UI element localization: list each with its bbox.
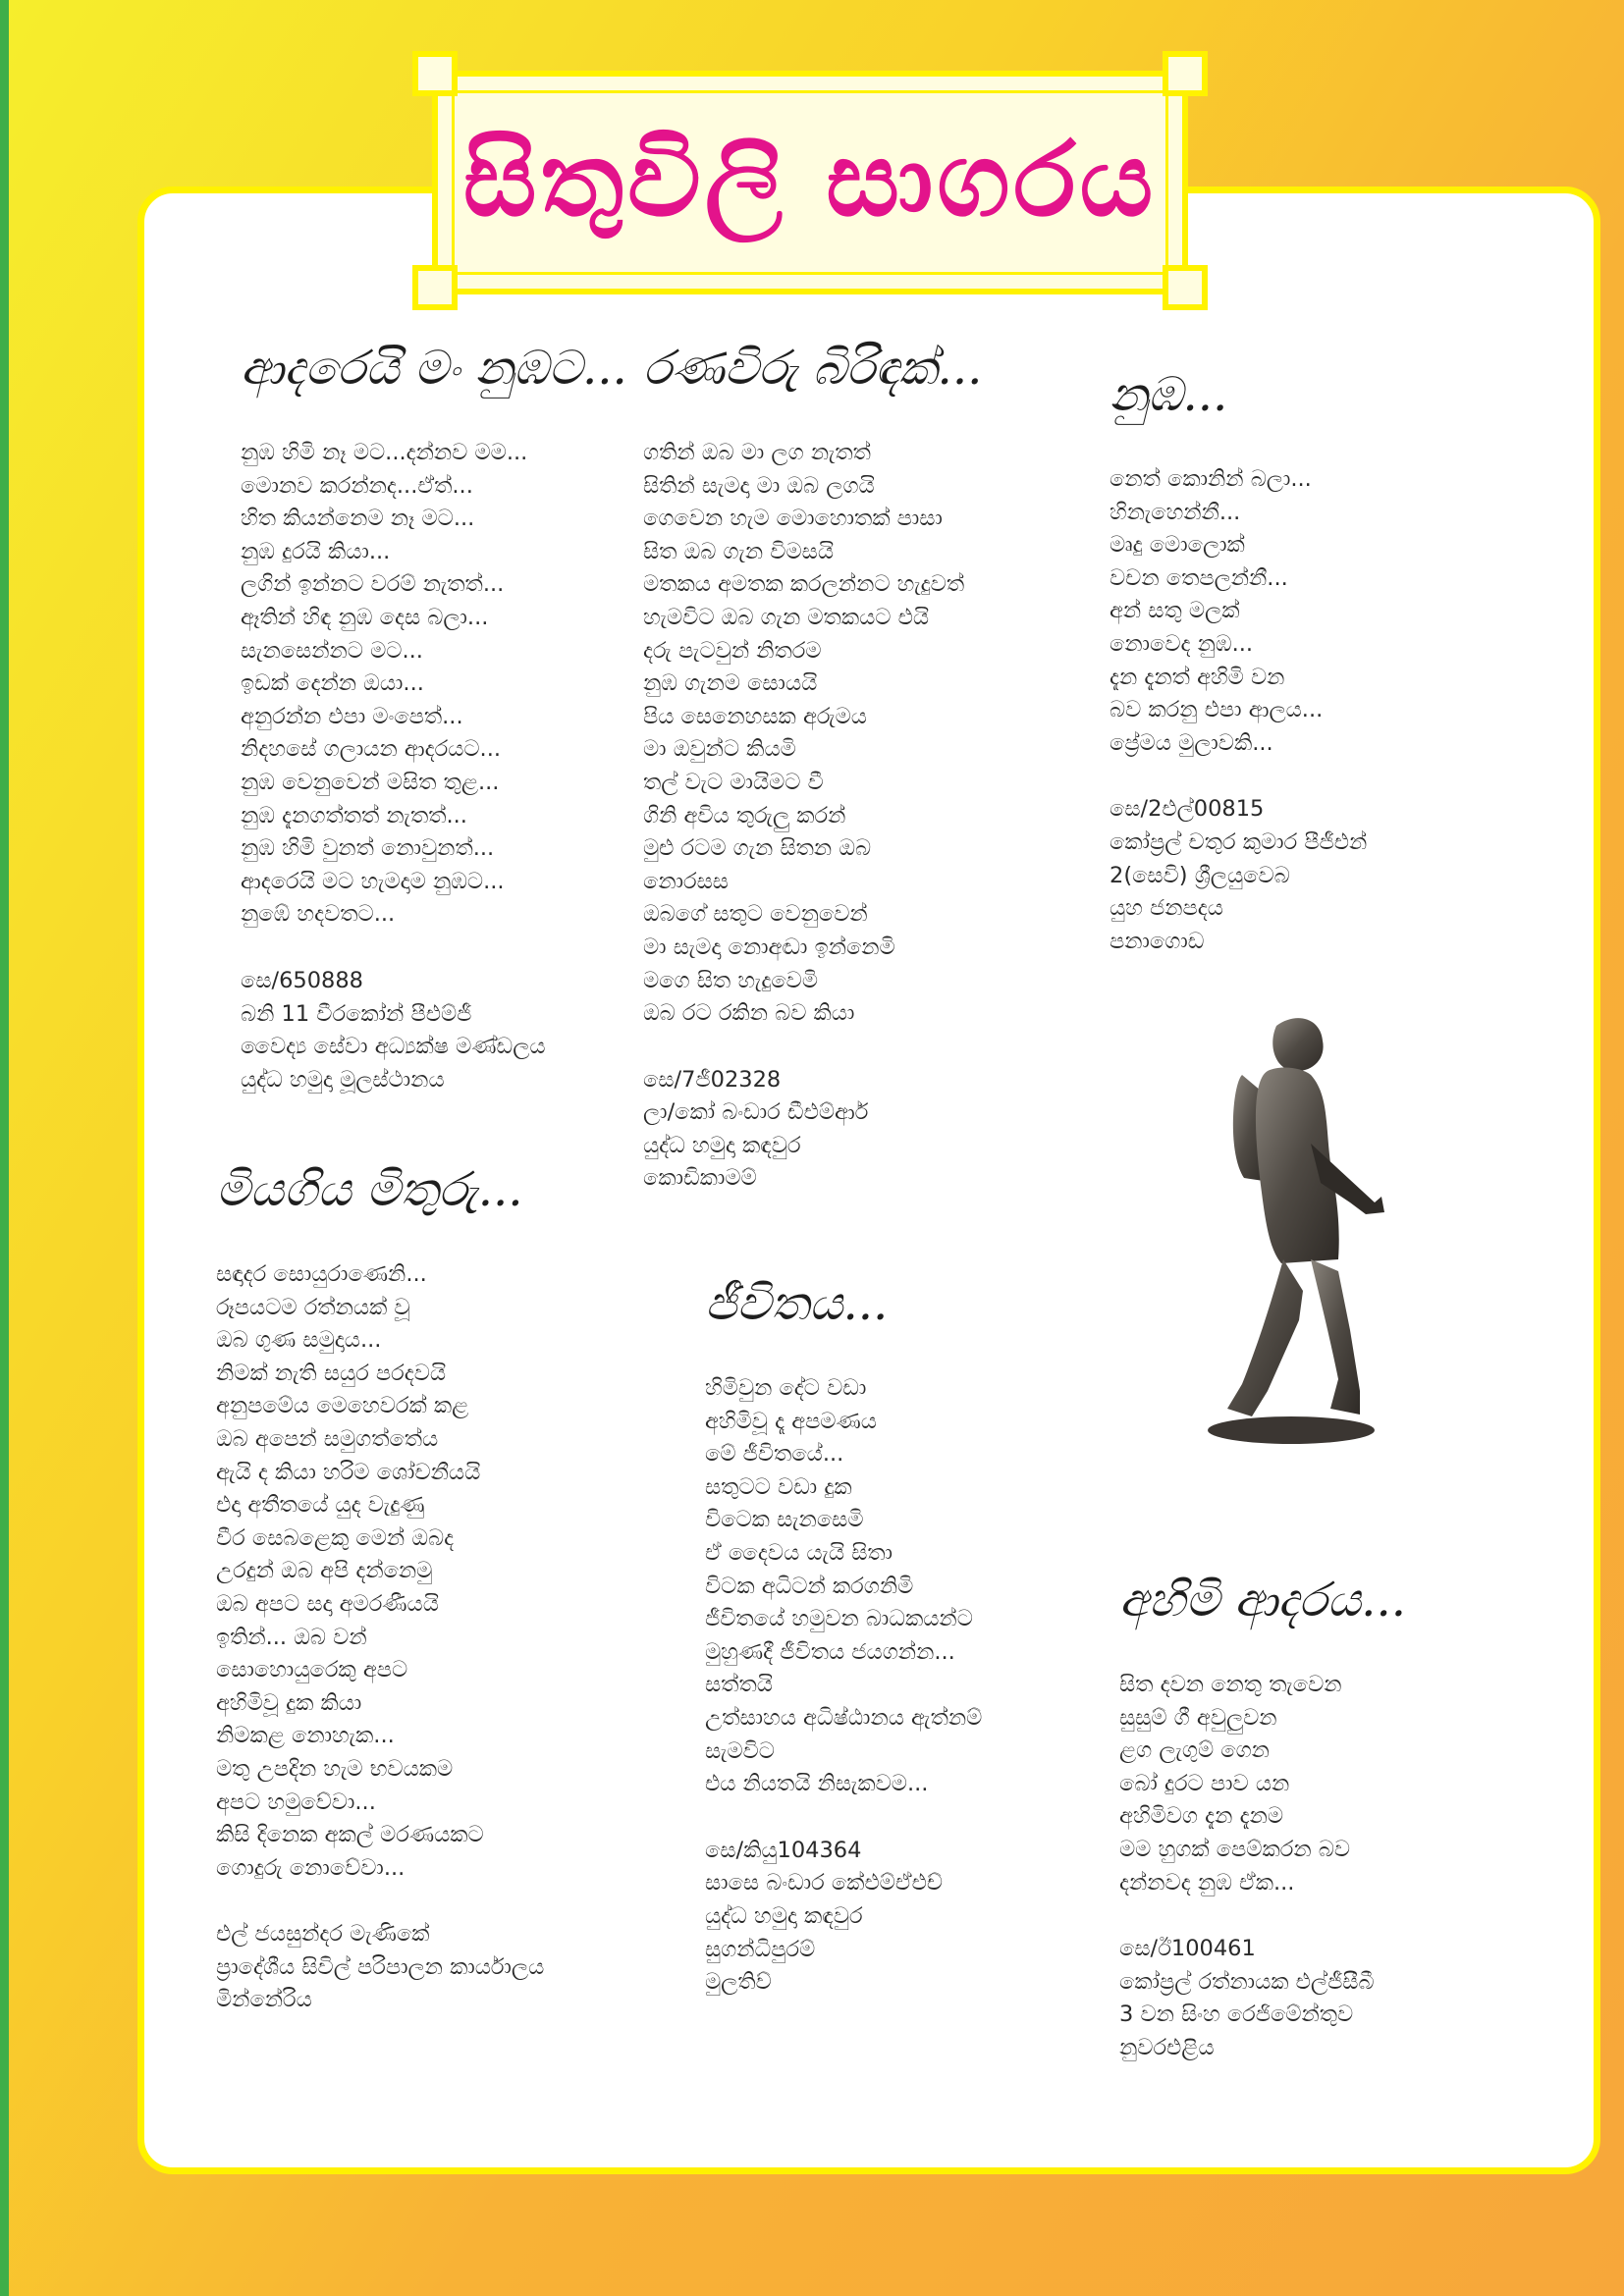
poem-line: මා ඔවුන්ට කියමි [643, 736, 796, 763]
frame-corner [412, 265, 458, 310]
poem-line: මගෙ සිත හැදුවෙමි [643, 967, 818, 993]
poem-line: ළග ලැගුම් ගෙන [1119, 1737, 1270, 1764]
author-line: යුහ ජනපදය [1110, 895, 1223, 922]
poem-line: සිත ඔබ ගැන විමසයි [643, 538, 835, 564]
poem-line: මතු උපදින හැම භවයකම [216, 1755, 454, 1782]
poem-line: වචන තෙපලන්නී... [1110, 564, 1288, 591]
poem-line: නුඹ දුරයි කියා... [241, 538, 391, 564]
poem-line: නුඹ ගැනම සොයයි [643, 670, 818, 697]
poem-title: ජීවිතය... [705, 1276, 889, 1331]
poem-line: සිත දවන නෙතු තැවෙන [1119, 1672, 1342, 1697]
poem-line: අහිමිවග දැන දැනම [1119, 1803, 1284, 1830]
poem-numba [1110, 365, 1367, 958]
author-line: එල් ජයසුන්දර මැණිකේ [216, 1921, 430, 1948]
poem-line: විටක අධිටන් කරගනිමි [705, 1573, 914, 1599]
poem-line: ලගින් ඉන්නට වරම් නැතත්... [241, 571, 505, 598]
author-line: කෝප්‍රල් චතුර කුමාර පීජීඑන් [1110, 828, 1368, 855]
poem-line: සොහොයුරෙකු අපට [216, 1657, 408, 1683]
poem-line: එය නියතයි නිසැකවම... [705, 1771, 929, 1797]
poem-ranawiru-biridak [643, 339, 982, 1196]
poem-title: නුඹ... [1110, 367, 1228, 422]
author-line: සෙ/7ජී02328 [643, 1066, 782, 1093]
poem-line: ඉඩක් දෙන්න ඔයා... [241, 670, 424, 697]
poem-line: සත්තයි [705, 1672, 773, 1698]
author-line: 2(සෙවි) ශ්‍රීලයුවෙබ [1110, 862, 1290, 888]
poem-line: නිදහසේ ගලායන ආදරයට... [241, 736, 502, 763]
poem-line: නොවෙද නුඹ... [1110, 630, 1254, 657]
poem-line: දැන දැනත් අහිමි වන [1110, 664, 1285, 690]
poem-line: නුඹ වෙනුවෙන් මසිත තුළ... [241, 769, 500, 795]
poem-line: නෙත් කොනින් බලා... [1110, 466, 1312, 492]
frame-corner [1163, 265, 1208, 310]
author-line: සෙ/ඊ100461 [1119, 1936, 1256, 1962]
accent-strip [0, 0, 9, 2296]
poem-line: ඇයි ද කියා හරිම ශෝචනීයයි [216, 1459, 481, 1485]
poem-line: ඒ දෛවය යැයි සිතා [705, 1539, 893, 1566]
author-line: කොඩිකාමම් [643, 1165, 757, 1192]
poem-title: අහිමි ආදරය... [1119, 1573, 1406, 1628]
poem-line: මෘදු මොලොක් [1110, 532, 1245, 559]
poem-line: මොනව කරන්නද...ඒත්... [241, 472, 473, 499]
poem-line: අනුපමේය මෙහෙවරක් කළ [216, 1393, 469, 1419]
author-line: සෙ/2එල්00815 [1110, 796, 1265, 823]
poem-line: ඔබ ගුණ සමුදාය... [216, 1327, 382, 1354]
poem-line: ප්‍රේමය මුලාවකි... [1110, 729, 1273, 756]
poem-miyagiya-mithuru [216, 1160, 544, 2017]
poem-line: අපට හමුවේවා... [216, 1789, 376, 1815]
poem-line: උරදුන් ඔබ අපි දන්නෙමු [216, 1558, 433, 1584]
poem-ahimi-aadaraya [1119, 1571, 1406, 2065]
poem-line: ඈතින් හිඳ නුඹ දෙස බලා... [241, 604, 489, 630]
author-line: සෙ/650888 [241, 967, 363, 993]
author-line: මුලතිව් [705, 1969, 772, 1996]
poem-line: බෝ දුරට පාව යන [1119, 1770, 1290, 1796]
author-line: පනාගොඩ [1110, 928, 1205, 954]
poem-line: නොරසස [643, 868, 729, 894]
poem-line: නුඹ හිමි නෑ මට...දන්නව මම... [241, 440, 528, 465]
frame-corner [1163, 51, 1208, 96]
poem-line: අන් සතු මලක් [1110, 598, 1240, 624]
poem-aadareyi [241, 339, 627, 1096]
poem-line: උත්සාහය අධිෂ්ඨානය ඇත්නම් [705, 1704, 983, 1731]
poem-line: අහිමිවූ දුක කියා [216, 1689, 362, 1716]
poem-line: බව කරනු එපා ආලය... [1110, 697, 1324, 723]
poem-line: විටෙක සැනසෙමි [705, 1507, 864, 1533]
poem-line: නිමකළ නොහැක... [216, 1723, 395, 1749]
author-line: සාසෙ බංඩාර කේඑම්ඒඑච් [705, 1870, 944, 1896]
author-line: යුද්ධ හමුදා කඳවුර [643, 1132, 801, 1158]
poem-line: මා සැමදා නොඅඬා ඉන්නෙමි [643, 934, 895, 960]
poem-line: ගතින් ඔබ මා ලග නැතත් [643, 440, 871, 465]
frame-corner [412, 51, 458, 96]
poem-line: ගිනි අවිය තුරුලු කරන් [643, 802, 846, 828]
poem-line: අහිමිවූ දෑ අපමණය [705, 1408, 877, 1434]
poem-line: ඔබ රට රකින බව කියා [643, 1000, 855, 1027]
poem-line: මුහුණදී ජීවිතය ජයගන්න... [705, 1638, 955, 1665]
poem-line: ඉතින්... ඔබ වන් [216, 1624, 367, 1650]
poem-line: රූපයටම රත්නයක් වූ [216, 1294, 410, 1320]
poem-line: සතුටට වඩා දුක [705, 1473, 852, 1500]
poem-line: ගෙවෙන හැම මොහොතක් පාසා [643, 506, 943, 532]
poem-line: සැනසෙන්නට මට... [241, 637, 423, 664]
poem-line: මම හුගක් පෙම්කරන බව [1119, 1836, 1351, 1862]
poem-line: වීර සෙබළෙකු මෙන් ඔබද [216, 1524, 455, 1551]
poem-line: හිත කියන්නෙම නෑ මට... [241, 506, 475, 532]
author-line: වෛද්‍ය සේවා අධ්‍යක්ෂ මණ්ඩලය [241, 1034, 546, 1060]
poem-line: හිනැහෙන්නී... [1110, 499, 1241, 525]
poem-line: නුඹේ හදවතට... [241, 901, 396, 928]
poem-line: ආදරෙයි මට හැමදාම නුඹට... [241, 868, 505, 894]
author-line: සෙ/කියු104364 [705, 1837, 862, 1863]
author-line: සුගන්ධිපුරම් [705, 1936, 816, 1962]
author-line: නුවරඑළිය [1119, 2034, 1215, 2060]
poem-line: හිමිවුන දේට වඩා [705, 1375, 867, 1401]
poem-line: ජීවිතයේ හමුවන බාධකයන්ට [705, 1606, 973, 1632]
poem-line: සුසුම් ගී අවුලුවන [1119, 1704, 1277, 1731]
poem-title: මියගිය මිතුරු... [216, 1162, 523, 1217]
poem-line: ඔබ අපට සදා අමරණීයයි [216, 1590, 439, 1617]
author-line: ලා/කෝ බංඩාර ඩීඑම්ආර් [643, 1099, 869, 1126]
author-line: මින්නේරිය [216, 1987, 312, 2013]
poem-line: ඔබ අපෙන් සමුගත්තේය [216, 1425, 439, 1452]
poem-line: අනුරන්න එපා මංපෙත්... [241, 703, 463, 729]
author-line: යුද්ධ හමුදා මූලස්ථානය [241, 1066, 445, 1093]
poem-line: දන්නවද නුඹ ඒක... [1119, 1869, 1295, 1896]
page-title: සිතුවිලි සාගරය [462, 119, 1158, 240]
poem-line: මේ ජීවිතයේ... [705, 1441, 844, 1468]
poem-line: පිය සෙනෙහසක අරුමය [643, 703, 867, 729]
author-line: යුද්ධ හමුදා කඳවුර [705, 1902, 863, 1929]
poem-title: රණවිරු බිරිඳක්... [643, 341, 983, 396]
poem-line: ඔබගේ සතුට වෙනුවෙන් [643, 901, 868, 928]
author-line: 3 වන සිංහ රෙජිමේන්තුව [1119, 2002, 1354, 2028]
author-line: ප්‍රාදේශීය සිවිල් පරිපාලන කාර්යාලය [216, 1953, 545, 1980]
poem-line: නුඹ හිමි වුනත් නොවුනත්... [241, 835, 495, 862]
poem-line: නිමක් නැති සයුර පරදවයි [216, 1360, 447, 1386]
poem-line: දරු පැටවුන් නිතරම [643, 637, 822, 664]
soldier-statue-icon [1173, 1006, 1409, 1448]
poem-line: නුඹ දැනගත්තත් නැතත්... [241, 802, 467, 828]
poem-line: කිසි දිනෙක අකල් මරණයකට [216, 1822, 484, 1848]
poem-line: එදා අතීතයේ යුද වැදුණු [216, 1492, 425, 1519]
poem-line: සැමවිට [705, 1737, 775, 1764]
poem-line: ගොදුරු නොවේවා... [216, 1854, 406, 1881]
author-line: බනි 11 වීරකෝන් පීඑම්ජී [241, 1000, 472, 1027]
poem-jeewithaya [705, 1274, 982, 2000]
poem-line: මුළු රටම ගැන සිතන ඔබ [643, 835, 872, 862]
poem-line: සඳාදර සොයුරාණෙනි... [216, 1261, 427, 1287]
poem-line: තල් වැට මායිමට වී [643, 769, 824, 795]
poem-line: මතකය අමතක කරලන්නට හැදුවත් [643, 571, 965, 598]
poem-title: ආදරෙයි මං නුඹට... [241, 341, 627, 396]
poem-line: හැමවිට ඔබ ගැන මතකයට එයි [643, 604, 930, 630]
author-line: කෝප්‍රල් රත්නායක එල්ජීසීබී [1119, 1968, 1375, 1995]
poem-line: සිතින් සැමදා මා ඔබ ලගයි [643, 472, 875, 499]
